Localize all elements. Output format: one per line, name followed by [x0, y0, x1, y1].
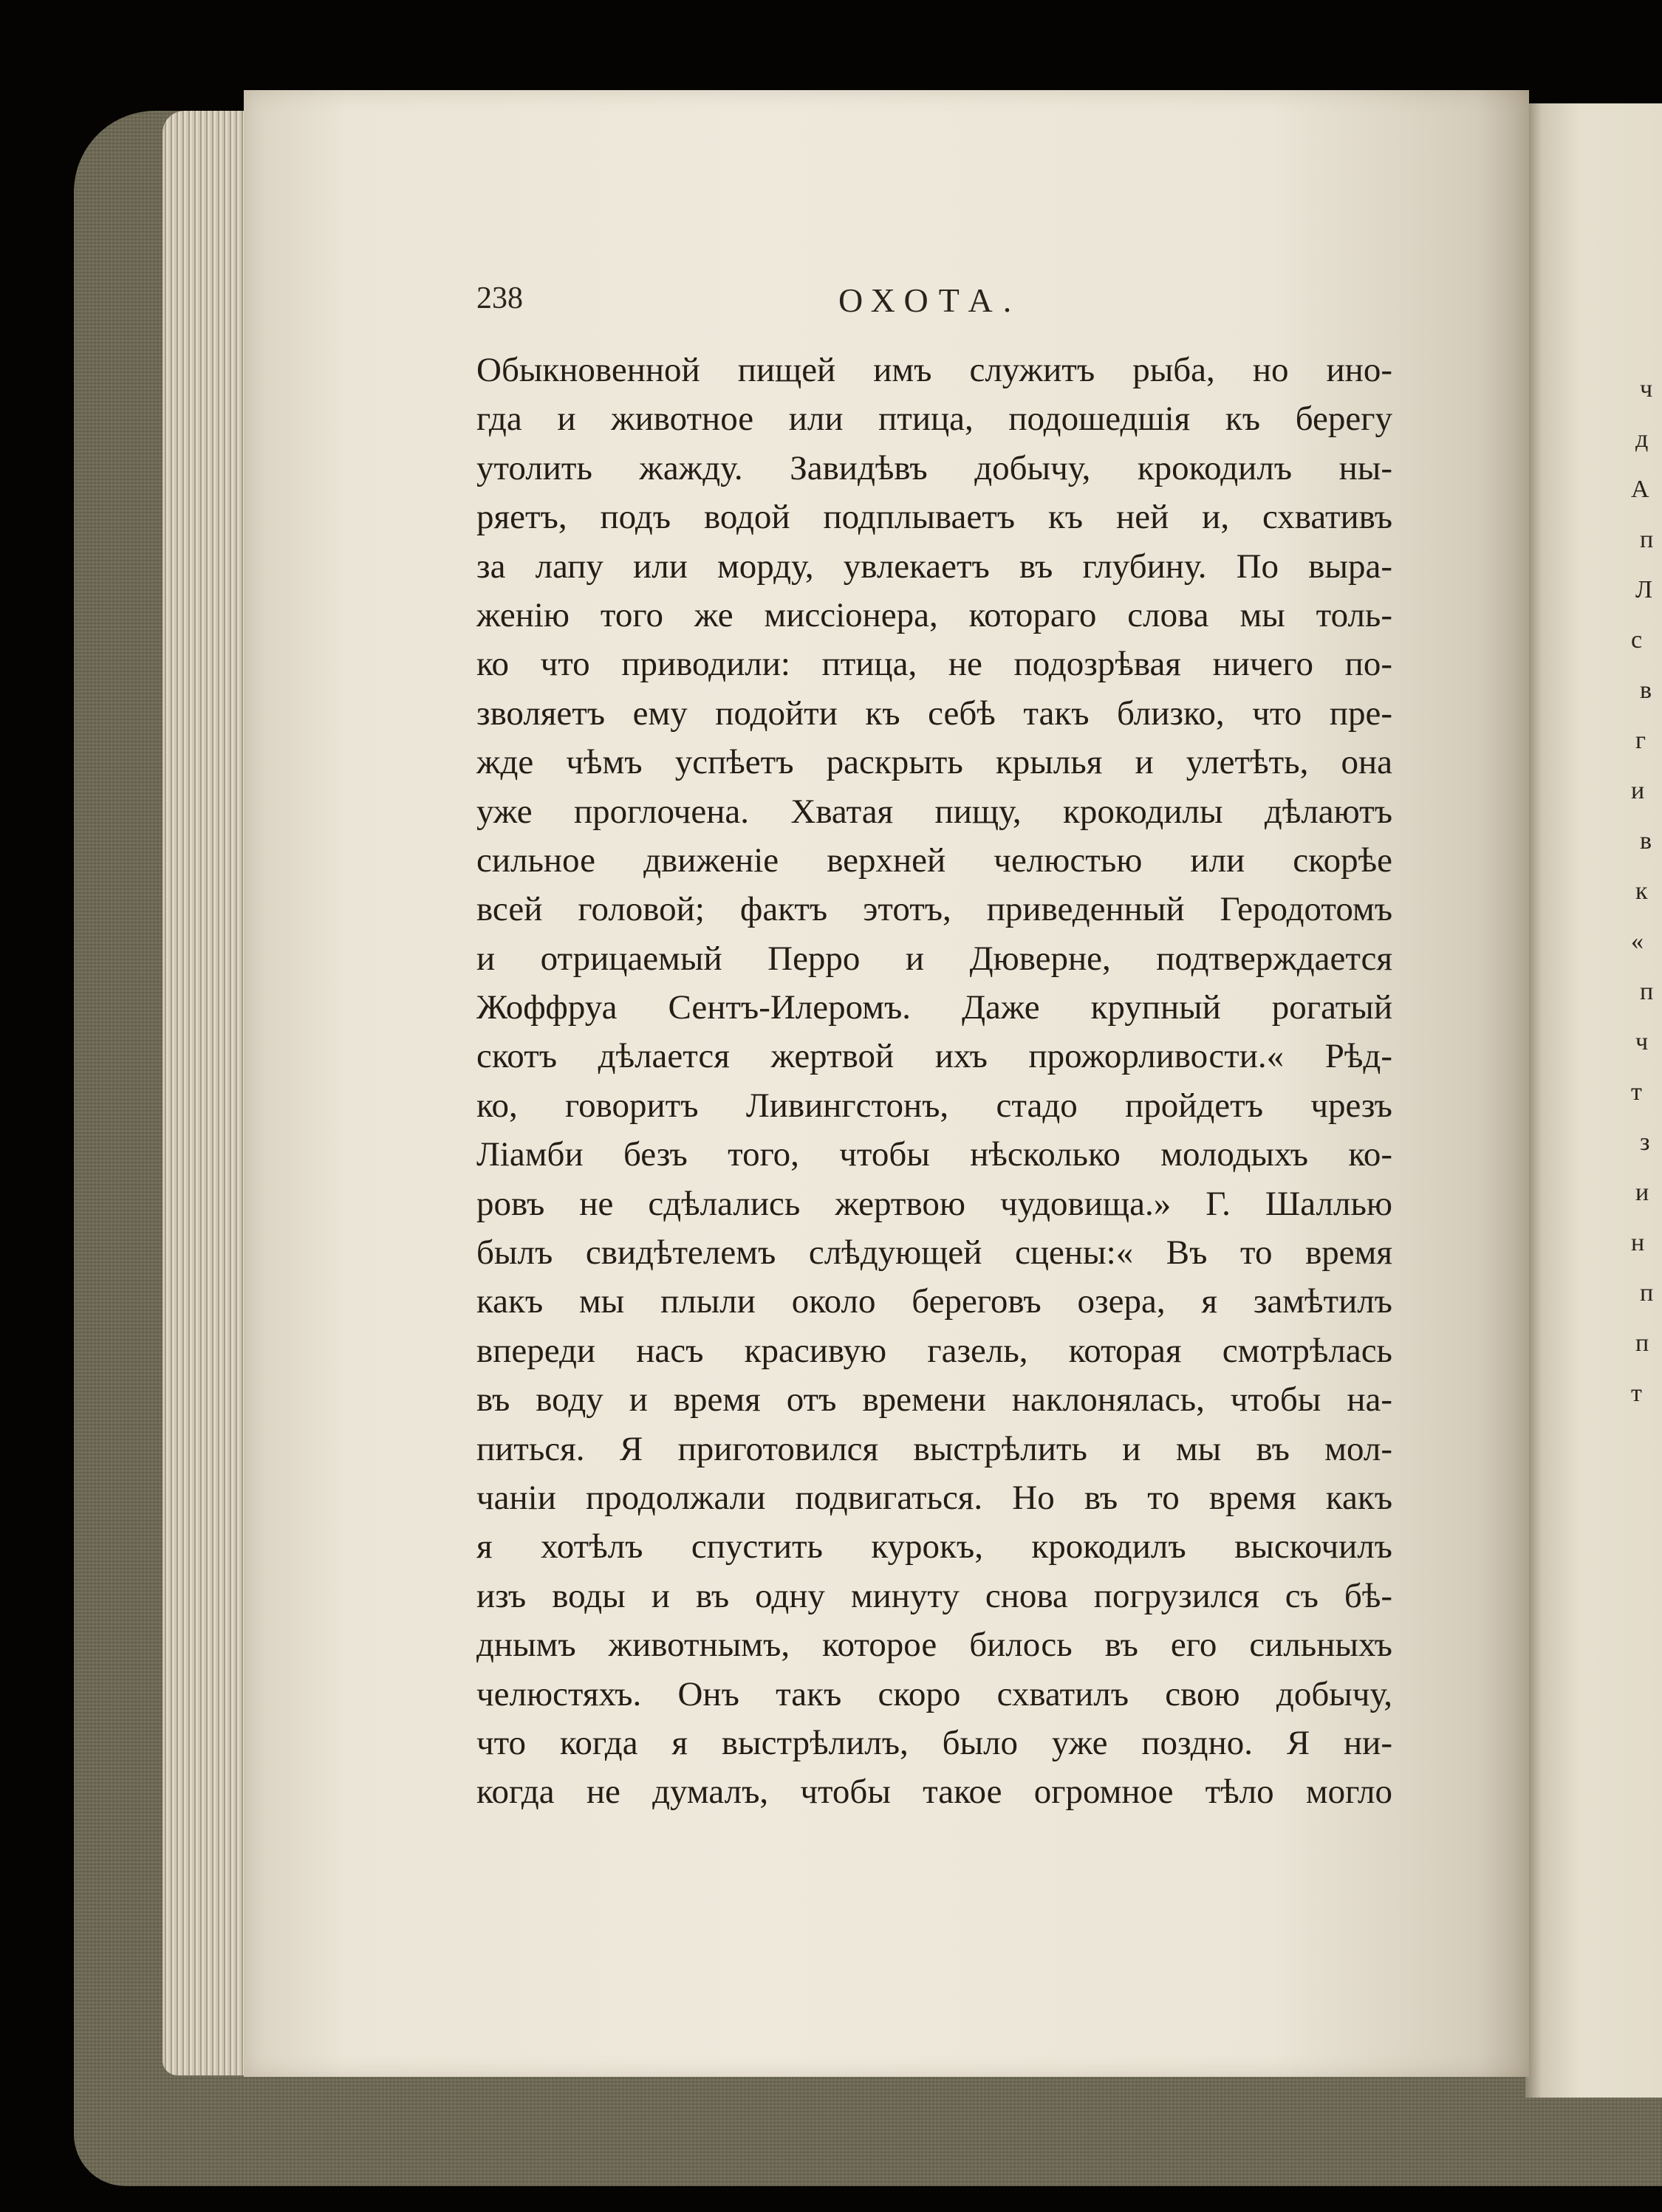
text-line: Обыкновенной пищей имъ служитъ рыба, но ино-	[476, 351, 1392, 389]
text-line: женію того же миссіонера, котораго слова мы толь-	[476, 595, 1392, 634]
text-line: изъ воды и въ одну минуту снова погрузился съ бѣ-	[476, 1576, 1392, 1615]
text-line: ровъ не сдѣлались жертвою чудовища.» Г. Шаллью	[476, 1184, 1392, 1223]
facing-page-letter: «	[1631, 928, 1644, 955]
text-line: что когда я выстрѣлилъ, было уже поздно. Я ни-	[476, 1723, 1392, 1762]
text-line: ряетъ, подъ водой подплываетъ къ ней и, схвативъ	[476, 498, 1392, 537]
text-line: уже проглочена. Хватая пищу, крокодилы дѣлаютъ	[476, 792, 1392, 831]
facing-page	[1525, 103, 1662, 2098]
facing-page-letter: д	[1635, 425, 1649, 453]
text-line: зволяетъ ему подойти къ себѣ такъ близко, что пре-	[476, 694, 1392, 733]
text-line: когда не думалъ, чтобы такое огромное тѣло могло	[476, 1773, 1392, 1812]
facing-page-letter: т	[1631, 1078, 1642, 1106]
text-line: всей головой; фактъ этотъ, приведенный Геродотомъ	[476, 890, 1392, 929]
facing-page-letter: А	[1631, 476, 1649, 503]
page-number: 238	[476, 281, 523, 315]
facing-page-letter: с	[1631, 626, 1643, 654]
text-line: гда и животное или птица, подошедшія къ берегу	[476, 400, 1392, 439]
text-line: скотъ дѣлается жертвой ихъ прожорливости.« Рѣд-	[476, 1037, 1392, 1076]
facing-page-letter: п	[1640, 1279, 1654, 1307]
body-text	[476, 346, 1392, 1817]
facing-page-letter: ч	[1640, 375, 1653, 403]
facing-page-letter: ч	[1635, 1028, 1649, 1055]
facing-page-letter: г	[1635, 727, 1646, 754]
text-line: за лапу или морду, увлекаетъ въ глубину. По выра-	[476, 547, 1392, 586]
text-line: чаніи продолжали подвигаться. Но въ то время какъ	[476, 1478, 1392, 1517]
text-line: ко что приводили: птица, не подозрѣвая ничего по-	[476, 645, 1392, 684]
text-line: въ воду и время отъ времени наклонялась, чтобы на-	[476, 1380, 1392, 1420]
facing-page-letter: в	[1640, 677, 1652, 704]
facing-page-letter: п	[1635, 1329, 1649, 1357]
text-line: какъ мы плыли около береговъ озера, я замѣтилъ	[476, 1282, 1392, 1321]
facing-page-letter: к	[1635, 877, 1648, 905]
text-line: питься. Я приготовился выстрѣлить и мы въ мол-	[476, 1429, 1392, 1468]
text-line: и отрицаемый Перро и Дюверне, подтверждается	[476, 939, 1392, 978]
text-line: утолить жажду. Завидѣвъ добычу, крокодилъ ны-	[476, 448, 1392, 487]
facing-page-letter: и	[1631, 777, 1645, 804]
text-line: былъ свидѣтелемъ слѣдующей сцены:« Въ то время	[476, 1233, 1392, 1273]
text-line: жде чѣмъ успѣетъ раскрыть крылья и улетѣть, она	[476, 743, 1392, 782]
text-line: Ліамби безъ того, чтобы нѣсколько молодыхъ ко-	[476, 1135, 1392, 1174]
facing-page-letter: Л	[1635, 576, 1653, 603]
facing-page-letter: в	[1640, 827, 1652, 855]
text-line: я хотѣлъ спустить курокъ, крокодилъ выскочилъ	[476, 1527, 1392, 1566]
text-line: днымъ животнымъ, которое билось въ его сильныхъ	[476, 1626, 1392, 1665]
text-line: Жоффруа Сентъ-Илеромъ. Даже крупный рогатый	[476, 988, 1392, 1027]
facing-page-letter: п	[1640, 978, 1654, 1005]
facing-page-letter: п	[1640, 526, 1654, 553]
running-head	[476, 281, 1392, 332]
facing-page-letter: н	[1631, 1229, 1645, 1256]
facing-page-letter: з	[1640, 1129, 1650, 1156]
text-line: сильное движеніе верхней челюстью или скорѣе	[476, 840, 1392, 880]
facing-page-letter: т	[1631, 1380, 1642, 1407]
facing-page-letter: и	[1635, 1179, 1649, 1206]
running-title: ОХОТА.	[838, 281, 1022, 319]
text-line: ко, говоритъ Ливингстонъ, стадо пройдетъ чрезъ	[476, 1086, 1392, 1125]
text-line: челюстяхъ. Онъ такъ скоро схватилъ свою добычу,	[476, 1674, 1392, 1713]
text-line: впереди насъ красивую газель, которая смотрѣлась	[476, 1331, 1392, 1370]
